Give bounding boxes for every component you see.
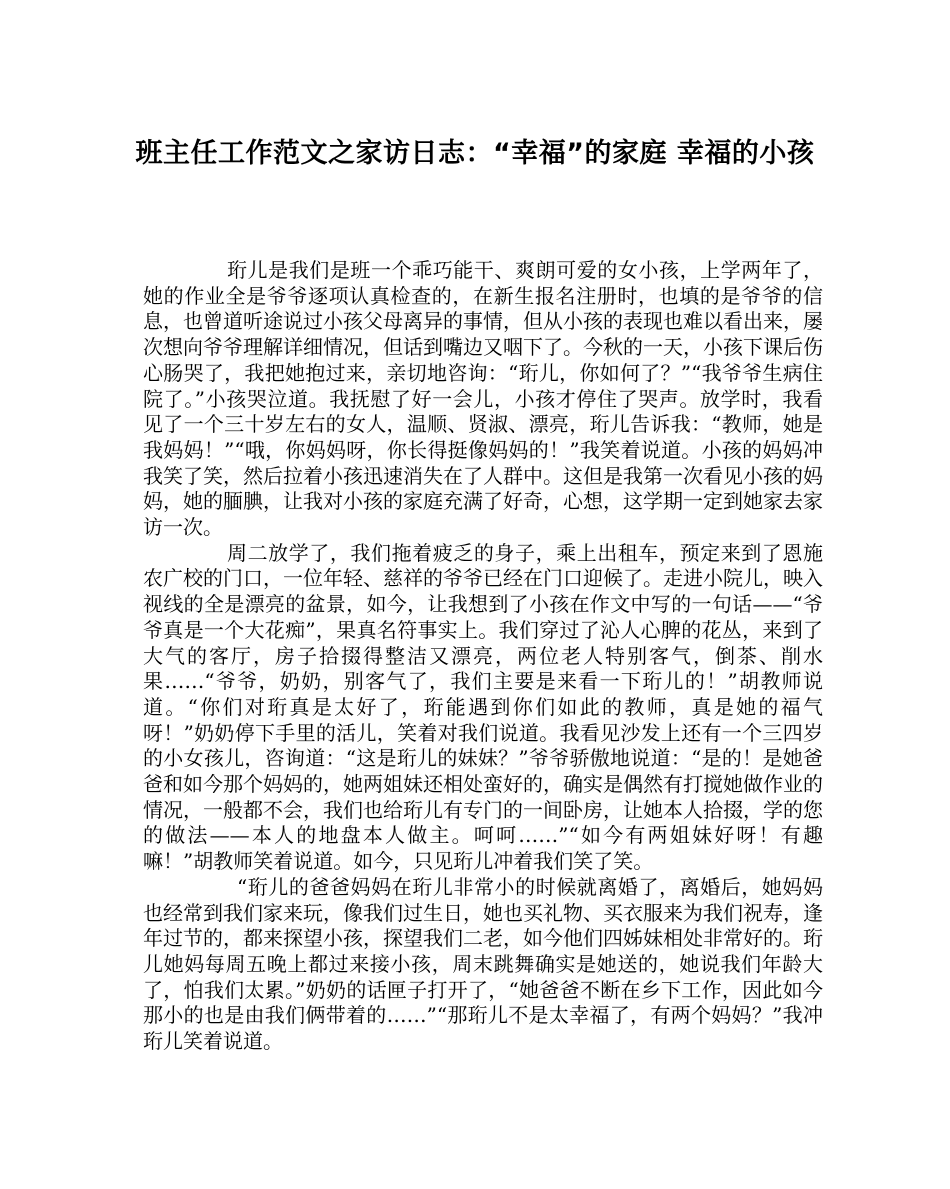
document-title: 班主任工作范文之家访日志：“幸福”的家庭 幸福的小孩 (135, 138, 815, 169)
paragraph-2: 周二放学了，我们拖着疲乏的身子，乘上出租车，预定来到了恩施农广校的门口，一位年轻、慈祥的爷爷已经在门口迎候了。走进小院儿，映入视线的全是漂亮的盆景，如今，让我想到了小孩在作文中写的一句话——“爷爷真是一个大花痴”，果真名符事实上。我们穿过了沁人心脾的花丛，来到了大气的客厅，房子拾掇得整洁又漂亮，两位老人特别客气，倒茶、削水果……“爷爷，奶奶，别客气了，我们主要是来看一下珩儿的！”胡教师说道。“你们对珩真是太好了，珩能遇到你们如此的教师，真是她的福气呀！”奶奶停下手里的活儿，笑着对我们说道。我看见沙发上还有一个三四岁的小女孩儿，咨询道：“这是珩儿的妹妹？”爷爷骄傲地说道：“是的！是她爸爸和如今那个妈妈的，她两姐妹还相处蛮好的，确实是偶然有打搅她做作业的情况，一般都不会，我们也给珩儿有专门的一间卧房，让她本人拾掇，学的您的做法——本人的地盘本人做主。呵呵……”“如今有两姐妹好呀！有趣嘛！”胡教师笑着说道。如今，只见珩儿冲着我们笑了笑。 (143, 540, 823, 874)
paragraph-1: 珩儿是我们是班一个乖巧能干、爽朗可爱的女小孩，上学两年了，她的作业全是爷爷逐项认真检查的，在新生报名注册时，也填的是爷爷的信息，也曾道听途说过小孩父母离异的事情，但从小孩的表现也难以看出来，屡次想向爷爷理解详细情况，但话到嘴边又咽下了。今秋的一天，小孩下课后伤心肠哭了，我把她抱过来，亲切地咨询：“珩儿，你如何了？”“我爷爷生病住院了。”小孩哭泣道。我抚慰了好一会儿，小孩才停住了哭声。放学时，我看见了一个三十岁左右的女人，温顺、贤淑、漂亮，珩儿告诉我：“教师，她是我妈妈！”“哦，你妈妈呀，你长得挺像妈妈的！”我笑着说道。小孩的妈妈冲我笑了笑，然后拉着小孩迅速消失在了人群中。这但是我第一次看见小孩的妈妈，她的腼腆，让我对小孩的家庭充满了好奇，心想，这学期一定到她家去家访一次。 (143, 258, 823, 540)
document-body (143, 258, 823, 1055)
paragraph-3: “珩儿的爸爸妈妈在珩儿非常小的时候就离婚了，离婚后，她妈妈也经常到我们家来玩，像我们过生日，她也买礼物、买衣服来为我们祝寿，逢年过节的，都来探望小孩，探望我们二老，如今他们四姊妹相处非常好的。珩儿她妈每周五晚上都过来接小孩，周末跳舞确实是她送的，她说我们年龄大了，怕我们太累。”奶奶的话匣子打开了，“她爸爸不断在乡下工作，因此如今那小的也是由我们俩带着的……”“那珩儿不是太幸福了，有两个妈妈？”我冲珩儿笑着说道。 (143, 874, 823, 1054)
